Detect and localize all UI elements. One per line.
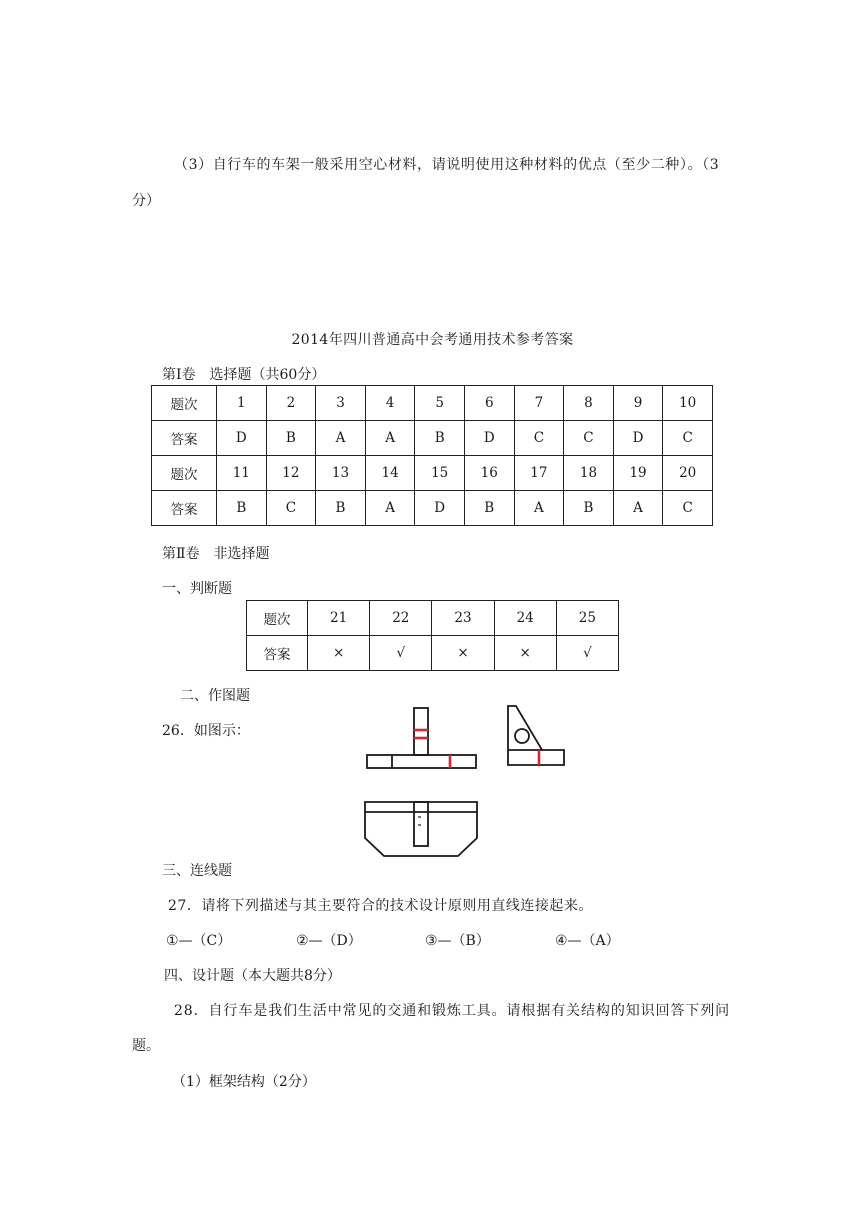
answer-cell: B [266,421,316,456]
answer-cell: D [464,421,514,456]
question-number: 11 [217,456,267,491]
answer-key-title: 2014年四川普通高中会考通用技术参考答案 [291,332,574,348]
match-answer-4: ④—（A） [555,933,620,949]
table-row [152,456,713,491]
question-number: 24 [494,601,556,636]
answer-cell: B [415,421,465,456]
question-number: 20 [663,456,713,491]
question-number: 5 [415,386,465,421]
row-label-question: 题次 [152,386,217,421]
section-3-heading: 三、连线题 [162,863,232,879]
row-label-question: 题次 [152,456,217,491]
answer-cell: B [217,491,267,526]
question-number: 15 [415,456,465,491]
question-number: 23 [432,601,494,636]
front-view-drawing [360,700,485,780]
question-number: 12 [266,456,316,491]
part-1-heading: 第Ⅰ卷 选择题（共60分） [162,367,326,383]
judgement-answer-table [246,600,619,671]
answer-cell: B [464,491,514,526]
answer-cell: × [494,636,556,671]
question-number: 7 [514,386,564,421]
question-28-text-line2: 题。 [132,1038,160,1054]
question-number: 1 [217,386,267,421]
question-number: 25 [556,601,618,636]
section-2-heading: 二、作图题 [180,688,250,704]
question-28-text-line1: 28．自行车是我们生活中常见的交通和锻炼工具。请根据有关结构的知识回答下列问 [174,1003,731,1019]
question-number: 13 [316,456,366,491]
side-view-drawing [500,700,575,775]
question-26-text: 26．如图示： [162,723,250,739]
top-view-drawing [360,795,485,865]
question-number: 4 [365,386,415,421]
answer-cell: × [432,636,494,671]
question-number: 18 [564,456,614,491]
table-row [247,601,619,636]
choice-answer-table [151,385,713,526]
answer-cell: A [514,491,564,526]
answer-cell: A [365,421,415,456]
answer-cell: C [663,491,713,526]
answer-cell: A [613,491,663,526]
row-label-answer: 答案 [152,421,217,456]
section-4-heading: 四、设计题（本大题共8分） [164,968,341,984]
match-answer-1: ①—（C） [166,933,232,949]
answer-cell: × [308,636,370,671]
match-answer-2: ②—（D） [296,933,362,949]
table-row [152,386,713,421]
question-number: 17 [514,456,564,491]
row-label-question: 题次 [247,601,308,636]
answer-cell: A [316,421,366,456]
answer-cell: D [217,421,267,456]
answer-cell: C [564,421,614,456]
answer-cell: D [415,491,465,526]
row-label-answer: 答案 [152,491,217,526]
part-2-heading: 第Ⅱ卷 非选择题 [162,546,270,562]
answer-cell: C [663,421,713,456]
answer-cell: √ [556,636,618,671]
answer-cell: √ [370,636,432,671]
question-number: 16 [464,456,514,491]
answer-cell: B [564,491,614,526]
question-3-text-line1: （3）自行车的车架一般采用空心材料，请说明使用这种材料的优点（至少二种）。（3 [174,157,720,173]
question-28-sub-answer-1: （1）框架结构（2分） [172,1074,316,1090]
question-number: 6 [464,386,514,421]
table-row [152,421,713,456]
question-number: 14 [365,456,415,491]
answer-cell: C [514,421,564,456]
question-27-text: 27．请将下列描述与其主要符合的技术设计原则用直线连接起来。 [168,898,593,914]
question-number: 2 [266,386,316,421]
match-answer-3: ③—（B） [425,933,490,949]
question-number: 22 [370,601,432,636]
table-row [152,491,713,526]
answer-cell: A [365,491,415,526]
answer-cell: B [316,491,366,526]
section-1-heading: 一、判断题 [162,581,232,597]
question-number: 10 [663,386,713,421]
question-number: 9 [613,386,663,421]
answer-cell: D [613,421,663,456]
question-3-text-line2: 分） [132,193,160,209]
row-label-answer: 答案 [247,636,308,671]
question-number: 3 [316,386,366,421]
question-number: 8 [564,386,614,421]
table-row [247,636,619,671]
answer-cell: C [266,491,316,526]
question-number: 19 [613,456,663,491]
question-number: 21 [308,601,370,636]
